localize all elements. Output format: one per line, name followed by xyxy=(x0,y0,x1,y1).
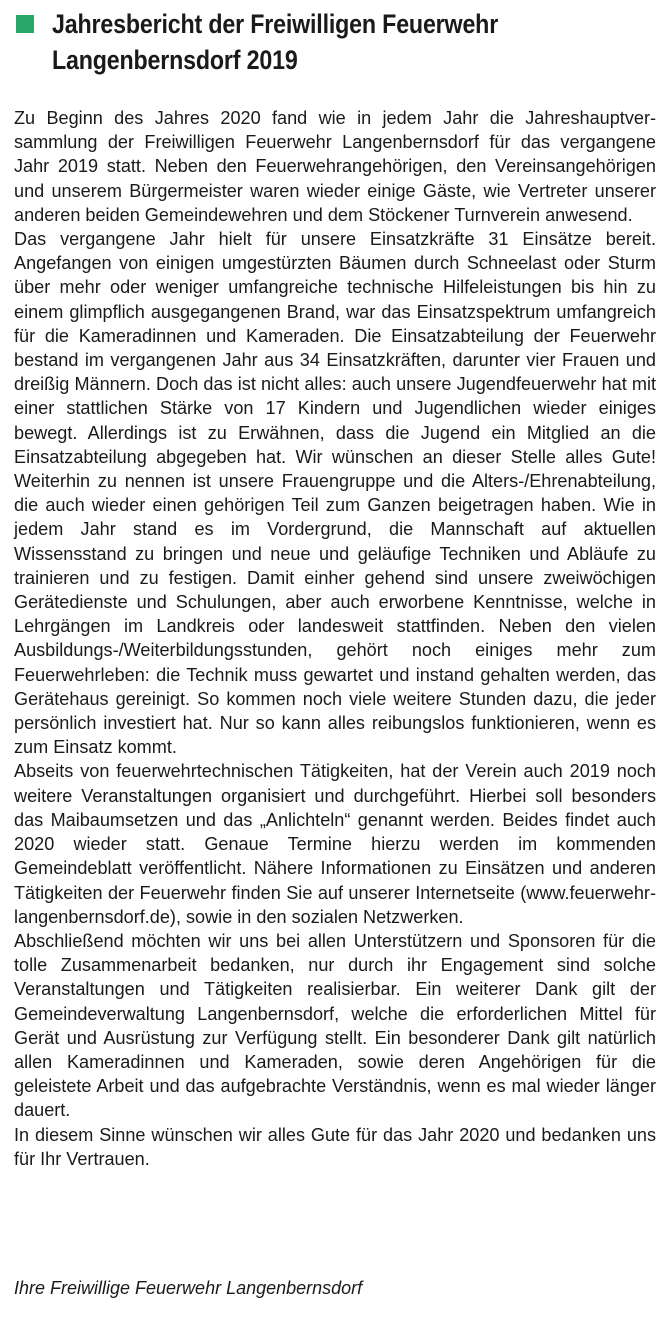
signature: Ihre Freiwillige Feuerwehr Langenbernsdorf xyxy=(14,1278,363,1298)
paragraph-veranstaltungen: Abseits von feuerwehrtechnischen Tätigkeiten, hat der Verein auch 2019 noch weitere Veranstaltungen organisiert und durchgeführt. Hierbei soll besonders das Maibaumsetzen und das „Anlichteln“ genannt werden. Beides findet auch 2020 wieder statt. Genaue Termine hierzu werden im kommenden Gemeindeblatt veröffentlicht. Nähere Informationen zu Einsätzen und anderen Tätigkeiten der Feuerwehr finden Sie auf unserer Internetseite (www.feuerwehr-langenbernsdorf.de), sowie in den sozialen Netzwerken. xyxy=(14,761,656,927)
article-title-line-1: Jahresbericht der Freiwilligen Feuerwehr xyxy=(52,9,499,39)
article-header xyxy=(14,6,656,78)
paragraph-einsaetze: Das vergangene Jahr hielt für unsere Einsatzkräfte 31 Einsätze bereit. Angefangen von einigen umgestürzten Bäumen durch Schneelast oder Sturm über mehr oder weniger umfangreiche technische Hilfeleistungen bis hin zu einem glimpflich ausgegangenen Brand, war das Einsatzspektrum umfangreich für die Kameradinnen und Kameraden. Die Einsatzabteilung der Feuerwehr bestand im vergangenen Jahr aus 34 Einsatzkräften, darunter vier Frauen und dreißig Männern. Doch das ist nicht alles: auch unsere Jugendfeuerwehr hat mit einer stattlichen Stärke von 17 Kindern und Jugendlichen wieder einiges bewegt. Allerdings ist zu Erwähnen, dass die Jugend ein Mitglied an die Einsatzabteilung abgegeben hat. Wir wünschen an dieser Stelle alles Gute! Weiterhin zu nennen ist unsere Frauengruppe und die Alters-/Ehrenabteilung, die auch wieder einen gehörigen Teil zum Ganzen beigetragen haben. Wie in jedem Jahr stand es im Vordergrund, die Mannschaft auf aktuellen Wissensstand zu bringen und neue und geläufige Techniken und Abläufe zu trainieren und zu festigen. Damit einher gehend sind unsere zweiwöchigen Gerätedienste und Schulungen, aber auch erworbene Kenntnisse, welche in Lehrgängen im Landkreis oder landesweit stattfinden. Neben den vielen Ausbildungs-/Weiterbildungsstunden, gehört noch einiges mehr zum Feuerwehrleben: die Technik muss gewartet und instand gehalten werden, das Gerätehaus gereinigt. So kommen noch viele weitere Stunden dazu, die jeder persönlich investiert hat. Nur so kann alles reibungslos funktionieren, wenn es zum Einsatz kommt. xyxy=(14,229,656,758)
article-title-line-2: Langenbernsdorf 2019 xyxy=(52,45,298,75)
paragraph-intro: Zu Beginn des Jahres 2020 fand wie in jedem Jahr die Jahreshauptversammlung der Freiwilligen Feuerwehr Langenbernsdorf für das vergangene Jahr 2019 statt. Neben den Feuerwehrangehörigen, den Vereinsangehörigen und unserem Bürgermeister waren wieder einige Gäste, wie Vertreter unserer anderen beiden Gemeindewehren und dem Stöckener Turnverein anwesend. xyxy=(14,108,656,225)
paragraph-dank: Abschließend möchten wir uns bei allen Unterstützern und Sponsoren für die tolle Zusammenarbeit bedanken, nur durch ihr Engagement sind solche Veranstaltungen und Tätigkeiten realisierbar. Ein weiterer Dank gilt der Gemeindeverwaltung Langenbernsdorf, welche die erforderlichen Mittel für Gerät und Ausrüstung zur Verfügung stellt. Ein besonderer Dank gilt natürlich allen Kameradinnen und Kameraden, sowie deren Angehörigen für die geleistete Arbeit und das aufgebrachte Verständnis, wenn es mal wieder länger dauert. xyxy=(14,930,656,1121)
article-body xyxy=(14,106,656,1171)
green-square-bullet-icon xyxy=(16,15,34,33)
paragraph-schluss: In diesem Sinne wünschen wir alles Gute für das Jahr 2020 und bedanken uns für Ihr Vertrauen. xyxy=(14,1124,656,1169)
article-title xyxy=(52,6,571,78)
